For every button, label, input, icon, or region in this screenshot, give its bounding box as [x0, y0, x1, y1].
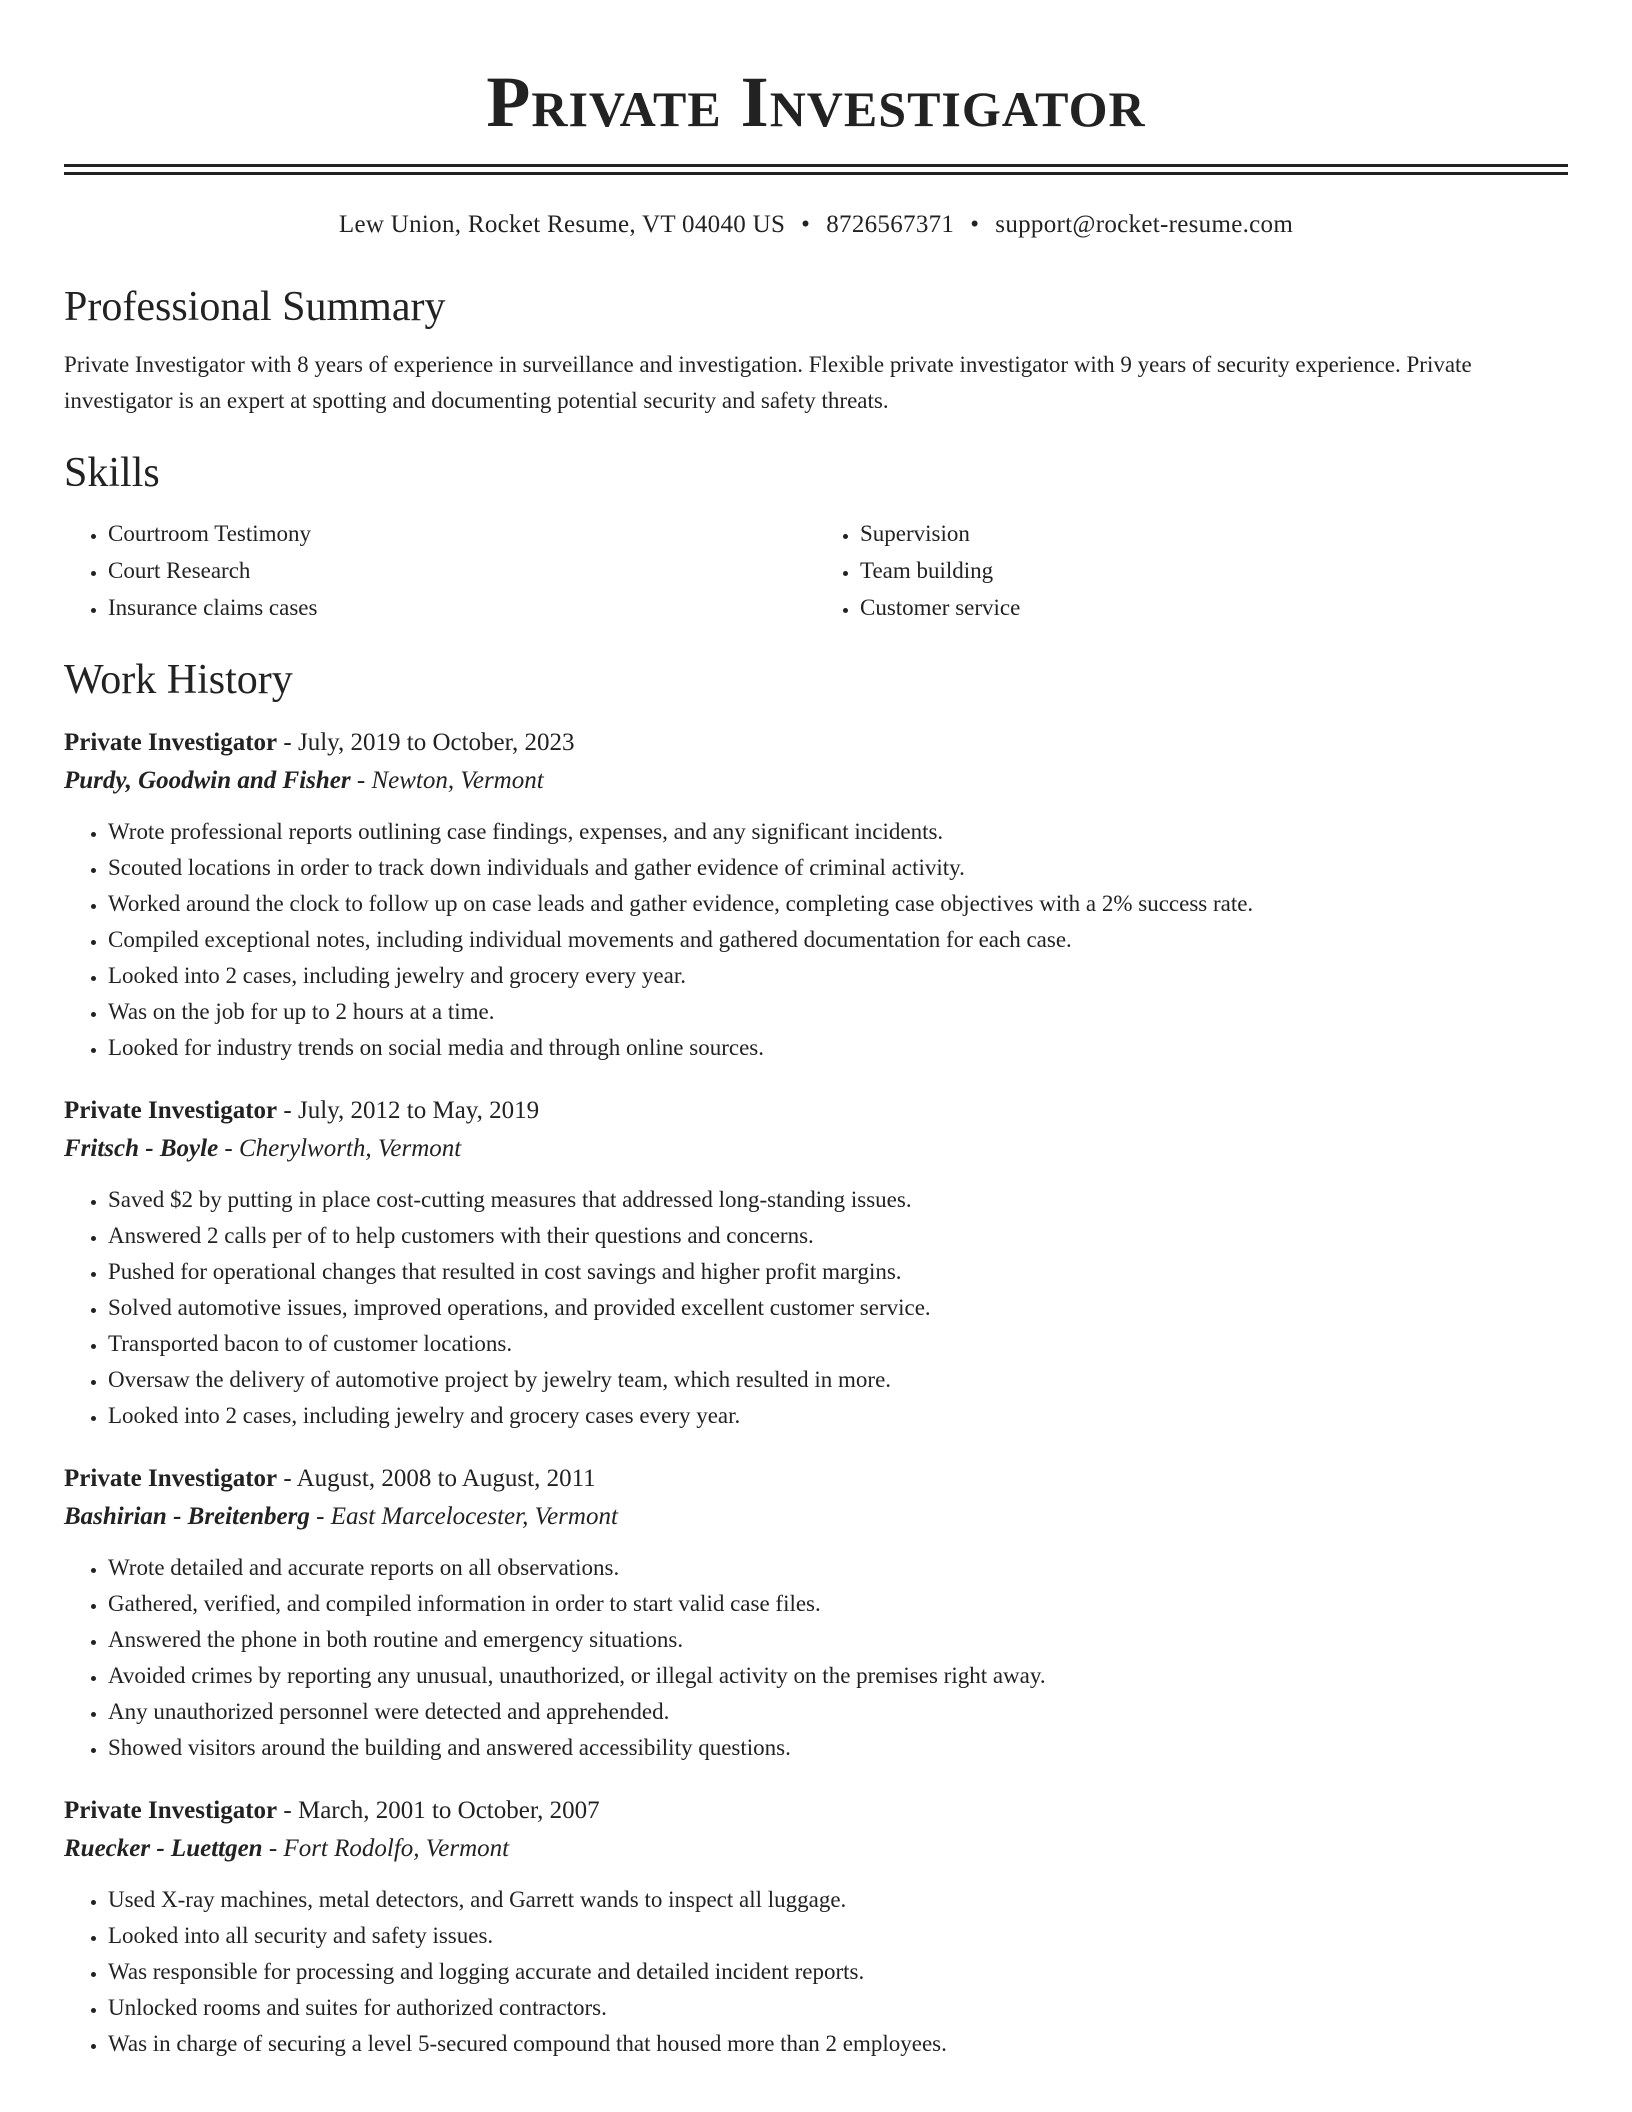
- job-bullets: [64, 1550, 1568, 1766]
- job-bullet: • Gathered, verified, and compiled information in order to start valid case files.: [108, 1586, 1568, 1622]
- skills-list: [64, 515, 1568, 626]
- job-entry: [64, 1092, 1568, 1434]
- company-location: - East Marcelocester, Vermont: [316, 1503, 618, 1530]
- summary-heading: Professional Summary: [64, 284, 446, 330]
- job-bullet: • Wrote professional reports outlining case findings, expenses, and any significant incidents.: [108, 814, 1568, 850]
- contact-email: support@rocket-resume.com: [995, 211, 1294, 238]
- company-line: [64, 1498, 1568, 1536]
- job-bullet: • Scouted locations in order to track down individuals and gather evidence of criminal activity.: [108, 850, 1568, 886]
- job-title: Private Investigator: [64, 729, 278, 756]
- job-entry: [64, 724, 1568, 1066]
- page-title: Private Investigator: [486, 62, 1146, 142]
- job-bullets: [64, 814, 1568, 1066]
- company-name: Purdy, Goodwin and Fisher: [64, 767, 351, 794]
- job-title-line: [64, 724, 1568, 762]
- company-location: - Newton, Vermont: [356, 767, 544, 794]
- job-dates: - August, 2008 to August, 2011: [283, 1465, 596, 1492]
- job-dates: - March, 2001 to October, 2007: [283, 1797, 600, 1824]
- skill-item: • Court Research: [108, 552, 816, 589]
- job-title-line: [64, 1460, 1568, 1498]
- skill-item: • Customer service: [860, 589, 1568, 626]
- job-dates: - July, 2012 to May, 2019: [283, 1097, 540, 1124]
- skill-item: • Courtroom Testimony: [108, 515, 816, 552]
- job-bullet: • Showed visitors around the building and answered accessibility questions.: [108, 1730, 1568, 1766]
- title-double-rule: [64, 164, 1568, 175]
- company-location: - Cherylworth, Vermont: [224, 1135, 462, 1162]
- job-bullet: • Was responsible for processing and logging accurate and detailed incident reports.: [108, 1954, 1568, 1990]
- job-bullet: • Compiled exceptional notes, including individual movements and gathered documentation for each case.: [108, 922, 1568, 958]
- job-bullet: • Any unauthorized personnel were detected and apprehended.: [108, 1694, 1568, 1730]
- company-location: - Fort Rodolfo, Vermont: [268, 1835, 510, 1862]
- job-entry: [64, 1792, 1568, 2062]
- company-line: [64, 1830, 1568, 1868]
- job-entry: [64, 1460, 1568, 1766]
- job-title: Private Investigator: [64, 1465, 278, 1492]
- work-history-heading: Work History: [64, 657, 293, 703]
- skill-item: • Supervision: [860, 515, 1568, 552]
- skills-column-left: [64, 515, 816, 626]
- job-title: Private Investigator: [64, 1797, 278, 1824]
- job-bullet: • Oversaw the delivery of automotive project by jewelry team, which resulted in more.: [108, 1362, 1568, 1398]
- company-name: Fritsch - Boyle: [64, 1135, 219, 1162]
- job-title-line: [64, 1092, 1568, 1130]
- job-bullet: • Was on the job for up to 2 hours at a time.: [108, 994, 1568, 1030]
- job-bullet: • Worked around the clock to follow up on case leads and gather evidence, completing case objectives with a 2% success rate.: [108, 886, 1568, 922]
- job-bullet: • Looked into all security and safety issues.: [108, 1918, 1568, 1954]
- job-dates: - July, 2019 to October, 2023: [283, 729, 575, 756]
- skills-heading: Skills: [64, 450, 160, 496]
- company-name: Bashirian - Breitenberg: [64, 1503, 310, 1530]
- job-bullet: • Answered 2 calls per of to help customers with their questions and concerns.: [108, 1218, 1568, 1254]
- contact-phone: 8726567371: [826, 211, 955, 238]
- contact-address: Lew Union, Rocket Resume, VT 04040 US: [338, 211, 786, 238]
- job-bullet: • Looked for industry trends on social media and through online sources.: [108, 1030, 1568, 1066]
- job-bullet: • Was in charge of securing a level 5-secured compound that housed more than 2 employees.: [108, 2026, 1568, 2062]
- skills-column-right: [816, 515, 1568, 626]
- summary-text: Private Investigator with 8 years of experience in surveillance and investigation. Flexible private investigator with 9 years of security experience. Private investigator is an expert at spotting and documenting potential security and safety threats.: [64, 352, 1472, 413]
- company-line: [64, 1130, 1568, 1168]
- job-bullet: • Looked into 2 cases, including jewelry and grocery every year.: [108, 958, 1568, 994]
- job-bullet: • Transported bacon to of customer locations.: [108, 1326, 1568, 1362]
- skill-item: • Team building: [860, 552, 1568, 589]
- company-line: [64, 762, 1568, 800]
- job-bullet: • Used X-ray machines, metal detectors, and Garrett wands to inspect all luggage.: [108, 1882, 1568, 1918]
- company-name: Ruecker - Luettgen: [64, 1835, 263, 1862]
- job-bullet: • Avoided crimes by reporting any unusual, unauthorized, or illegal activity on the premises right away.: [108, 1658, 1568, 1694]
- job-bullet: • Looked into 2 cases, including jewelry and grocery cases every year.: [108, 1398, 1568, 1434]
- job-bullet: • Saved $2 by putting in place cost-cutting measures that addressed long-standing issues.: [108, 1182, 1568, 1218]
- contact-separator: •: [801, 211, 811, 238]
- job-bullet: • Pushed for operational changes that resulted in cost savings and higher profit margins.: [108, 1254, 1568, 1290]
- job-bullet: • Wrote detailed and accurate reports on all observations.: [108, 1550, 1568, 1586]
- job-bullets: [64, 1182, 1568, 1434]
- job-title: Private Investigator: [64, 1097, 278, 1124]
- job-bullet: • Answered the phone in both routine and emergency situations.: [108, 1622, 1568, 1658]
- contact-separator: •: [970, 211, 980, 238]
- job-title-line: [64, 1792, 1568, 1830]
- job-bullets: [64, 1882, 1568, 2062]
- contact-line: [64, 209, 1568, 241]
- job-bullet: • Solved automotive issues, improved operations, and provided excellent customer service.: [108, 1290, 1568, 1326]
- job-bullet: • Unlocked rooms and suites for authorized contractors.: [108, 1990, 1568, 2026]
- skill-item: • Insurance claims cases: [108, 589, 816, 626]
